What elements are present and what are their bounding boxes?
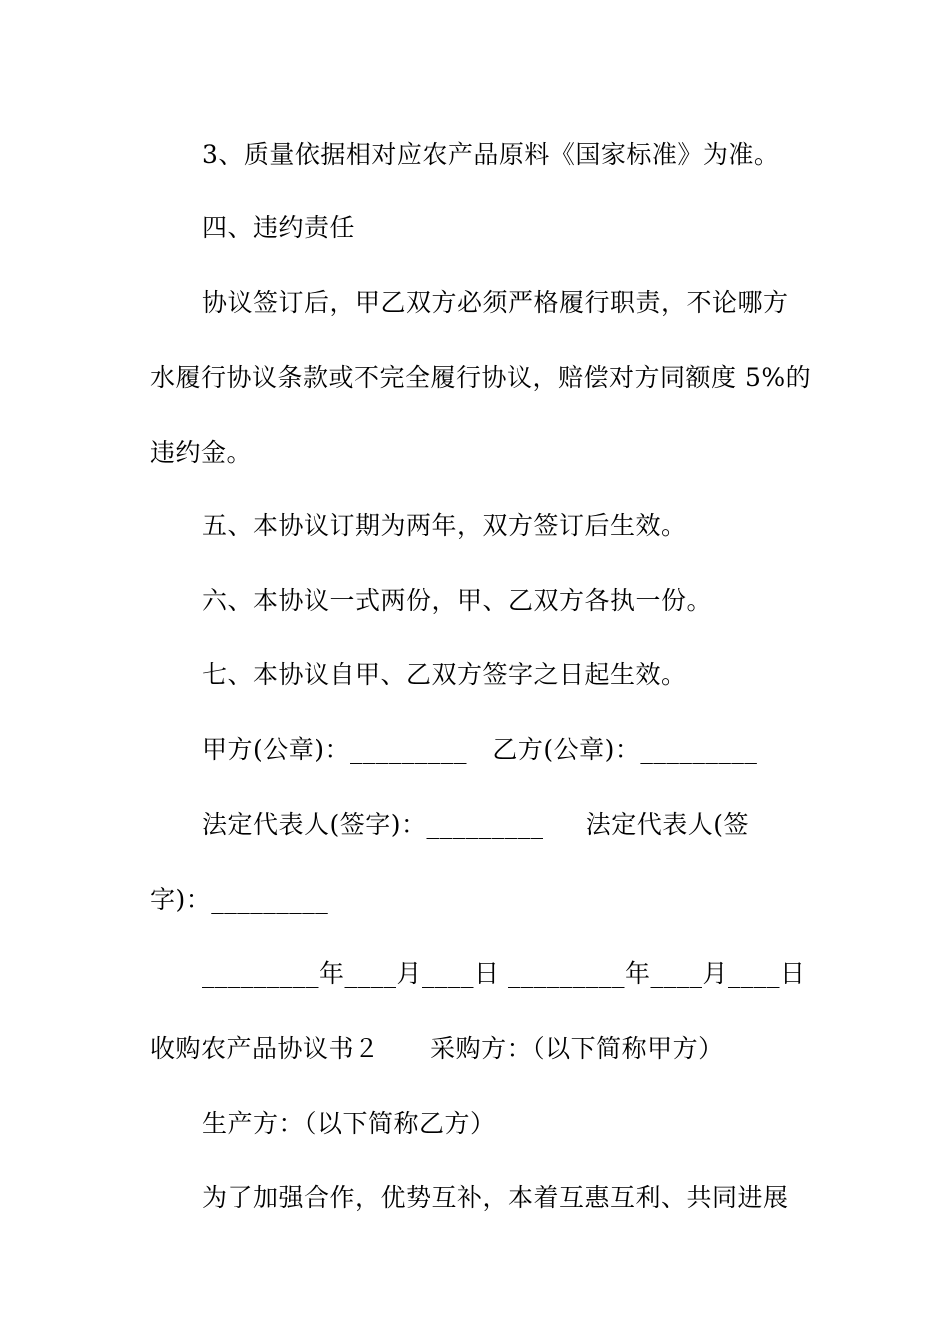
breach-paragraph-line-3: 违约金。: [150, 438, 253, 467]
clause-7-effective: 七、本协议自甲、乙双方签字之日起生效。: [202, 660, 687, 689]
legal-representative-line: 法定代表人(签字)：_________ 法定代表人(签: [202, 810, 749, 839]
section-heading-breach: 四、违约责任: [202, 213, 356, 242]
clause-3-quality: 3、质量依据相对应农产品原料《国家标准》为准。: [202, 140, 780, 169]
agreement-2-title-line: 收购农产品协议书２ 采购方：（以下简称甲方）: [150, 1034, 724, 1063]
legal-representative-line-cont: 字)：_________: [150, 885, 329, 914]
clause-6-copies: 六、本协议一式两份，甲、乙双方各执一份。: [202, 586, 713, 615]
breach-paragraph-line-1: 协议签订后，甲乙双方必须严格履行职责，不论哪方: [202, 288, 789, 317]
date-line: _________年____月____日 _________年____月____日: [202, 959, 806, 988]
breach-paragraph-line-2: 水履行协议条款或不完全履行协议，赔偿对方同额度 5%的: [150, 363, 812, 392]
clause-5-term: 五、本协议订期为两年，双方签订后生效。: [202, 511, 687, 540]
preamble-line: 为了加强合作，优势互补，本着互惠互利、共同进展: [202, 1183, 789, 1212]
producer-party-line: 生产方：（以下简称乙方）: [202, 1109, 496, 1138]
party-seal-line: 甲方(公章)：_________ 乙方(公章)：_________: [202, 735, 758, 764]
